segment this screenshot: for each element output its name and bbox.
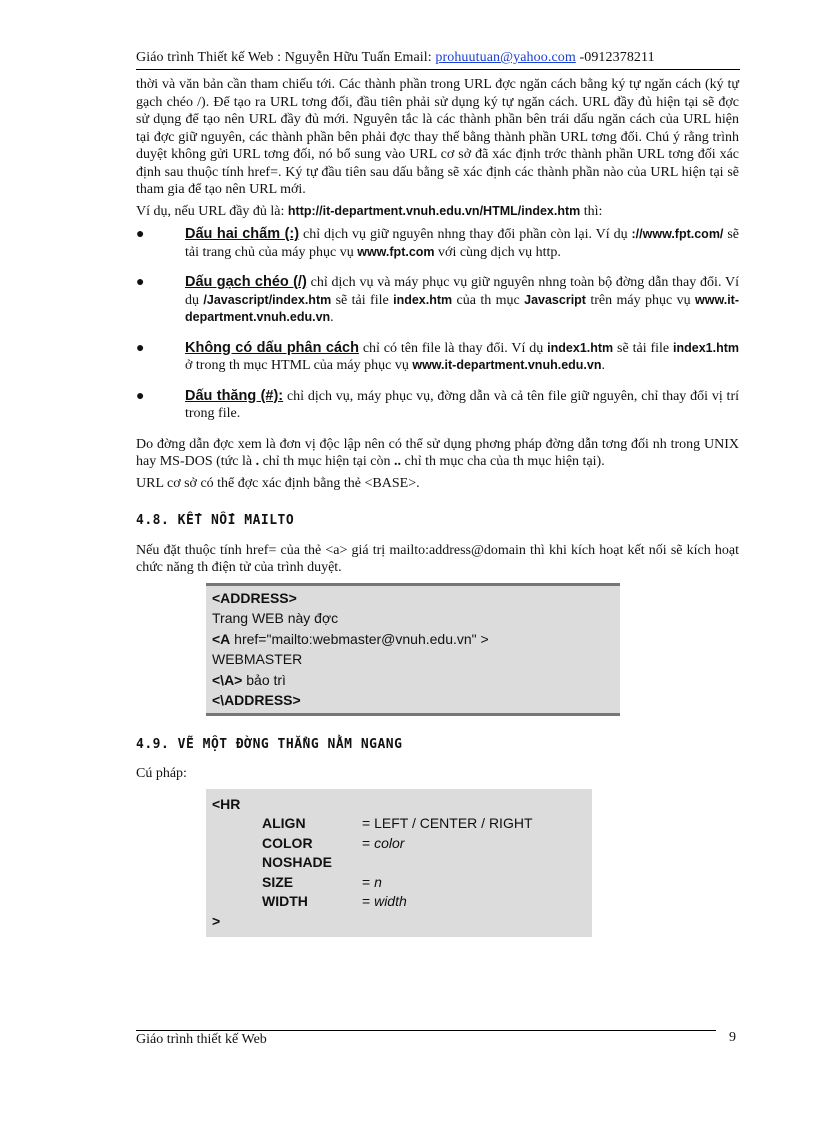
bullet-code: www.fpt.com <box>357 244 435 259</box>
section-heading-4-8: 4.8. KẾT NỐI MAILTO <box>136 513 295 528</box>
bullet-text: chỉ dịch vụ giữ nguyên nhng thay đổi phần còn lại. Ví dụ <box>299 227 632 242</box>
code-attr: href="mailto:webmaster@vnuh.edu.vn" > <box>230 630 489 647</box>
code-text: bảo trì <box>242 671 286 688</box>
bullet-code: ://www.fpt.com/ <box>631 227 724 241</box>
example-suffix: thì: <box>580 203 603 219</box>
code-tag: <\A> <box>212 671 243 688</box>
code-key: SIZE <box>262 873 294 890</box>
header-phone: -0912378211 <box>575 50 655 65</box>
bullet-icon: ● <box>136 388 145 404</box>
bullet-code: Javascript <box>524 292 586 307</box>
code-line: WEBMASTER <box>212 651 303 667</box>
code-row <box>212 873 586 893</box>
base-url-paragraph: URL cơ sở có thể đợc xác định bằng thẻ <BASE>. <box>136 475 420 491</box>
bullet-text: chỉ có tên file là thay đổi. Ví dụ <box>358 340 548 356</box>
mailto-paragraph: Nếu đặt thuộc tính href= của thẻ <a> giá trị mailto:address@domain thì khi kích hoạt kết nối sẽ kích hoạt chức năng th điện tử của trình duyệt. <box>136 542 739 575</box>
code-value: = color <box>362 834 405 851</box>
bullet-text: chỉ dịch vụ và máy phục vụ giữ nguyên nhng toàn bộ đờng dẫn thay đổi. Ví dụ <box>185 275 739 308</box>
list-item <box>136 388 739 423</box>
para-text: Do đờng dẫn đợc xem là đơn vị độc lập nên có thể sử dụng phơng pháp đờng dẫn tơng đối nh trong UNIX hay MS-DOS (tức là <box>136 436 739 469</box>
bullet-term: Dấu hai chấm (:) <box>185 226 300 242</box>
header-rule <box>136 69 740 70</box>
bullet-icon: ● <box>136 340 145 356</box>
header-email-link[interactable]: prohuutuan@yahoo.com <box>435 50 576 65</box>
bullet-term: Không có dấu phân cách <box>185 339 359 356</box>
bullet-icon: ● <box>136 227 145 242</box>
bullet-text: . <box>601 358 605 373</box>
url-rules-list <box>136 226 739 423</box>
bullet-term: Dấu thăng (#): <box>185 387 284 404</box>
para-code: . <box>255 454 260 469</box>
mailto-code-block <box>206 583 620 716</box>
section-heading-4-9: 4.9. VẼ MỘT ĐỜNG THẲNG NẰM NGANG <box>136 736 403 752</box>
example-line <box>136 203 739 221</box>
bullet-code: www.it-department.vnuh.edu.vn <box>185 292 739 324</box>
code-row <box>212 892 586 912</box>
code-row <box>212 834 586 854</box>
example-prefix: Ví dụ, nếu URL đầy đủ là: <box>136 203 288 219</box>
bullet-text: sẽ tải trang chủ của máy phục vụ <box>185 227 740 260</box>
page-header <box>136 50 740 66</box>
bullet-code: index1.htm <box>673 340 740 355</box>
footer-title: Giáo trình thiết kế Web <box>136 1032 267 1047</box>
bullet-text: của th mục <box>452 292 525 308</box>
code-key: ALIGN <box>262 815 306 831</box>
code-key: COLOR <box>262 834 313 851</box>
code-key: WIDTH <box>262 893 308 909</box>
page-number: 9 <box>729 1030 736 1045</box>
list-item <box>136 340 739 375</box>
code-line: <\ADDRESS> <box>212 692 301 708</box>
code-row <box>212 814 586 834</box>
code-value: = n <box>362 873 382 890</box>
code-tag: <A <box>212 630 231 647</box>
bullet-code: /Javascript/index.htm <box>203 292 332 307</box>
code-open: <HR <box>212 795 241 812</box>
intro-paragraph: thời và văn bản cần tham chiếu tới. Các thành phần trong URL đợc ngăn cách bằng ký tự ngăn cách (ký tự gạch chéo /). Để tạo ra URL tơng đối, đầu tiên phải sử dụng ký tự ngăn cách. URL đầy đủ hiện tại sẽ đợc sử dụng để tạo nên URL đầy đủ mới. Nguyên tắc là các thành phần bên trái dấu ngăn cách của URL hiện tại đợc giữ nguyên, các thành phần bên phải đợc thay thế bằng thành phần URL tơng đối. Chú ý rằng trình duyệt không gửi URL tơng đối, nó bổ sung vào URL cơ sở đã xác định trớc thành phần URL tơng đối xác định sau thuộc tính href=. Ký tự đầu tiên sau dấu bằng sẽ xác định các thành phần nào của URL hiện tại sẽ tham gia để tạo nên URL mới. <box>136 77 739 197</box>
relative-path-paragraph <box>136 436 739 471</box>
example-url: http://it-department.vnuh.edu.vn/HTML/index.htm <box>287 203 581 218</box>
para-text: chỉ th mục cha của th mục hiện tại). <box>401 454 605 469</box>
code-value: = width <box>362 893 407 909</box>
bullet-code: www.it-department.vnuh.edu.vn <box>412 358 602 372</box>
code-row <box>212 853 586 873</box>
list-item <box>136 226 739 261</box>
para-text: chỉ th mục hiện tại còn <box>259 454 394 469</box>
page-content <box>136 76 739 937</box>
code-key: NOSHADE <box>262 854 333 870</box>
bullet-text: với cùng dịch vụ http. <box>434 244 561 260</box>
bullet-term: Dấu gạch chéo (/) <box>185 274 307 290</box>
code-line <box>212 629 614 650</box>
code-line: <ADDRESS> <box>212 589 297 606</box>
code-line <box>212 670 614 691</box>
bullet-text: . <box>330 310 334 325</box>
header-text: Giáo trình Thiết kế Web : Nguyễn Hữu Tuấn Email: <box>136 50 436 65</box>
bullet-text: chỉ dịch vụ, máy phục vụ, đờng dẫn và cả tên file giữ nguyên, chỉ thay đổi vị trí trong file. <box>185 388 739 421</box>
para-code: .. <box>394 454 401 469</box>
code-line: Trang WEB này đợc <box>212 610 339 626</box>
hr-syntax-code-block <box>206 789 592 938</box>
bullet-text: trên máy phục vụ <box>585 292 696 308</box>
bullet-text: ở trong th mục HTML của máy phục vụ <box>185 358 413 373</box>
bullet-text: sẽ tải file <box>331 292 394 308</box>
bullet-code: index.htm <box>393 292 453 307</box>
code-close: > <box>212 912 221 929</box>
bullet-code: index1.htm <box>547 340 614 355</box>
bullet-icon: ● <box>136 275 145 290</box>
bullet-text: sẽ tải file <box>613 340 674 356</box>
code-value: = LEFT / CENTER / RIGHT <box>362 815 533 831</box>
syntax-label: Cú pháp: <box>136 766 187 781</box>
footer-rule <box>136 1030 716 1031</box>
list-item <box>136 274 739 327</box>
